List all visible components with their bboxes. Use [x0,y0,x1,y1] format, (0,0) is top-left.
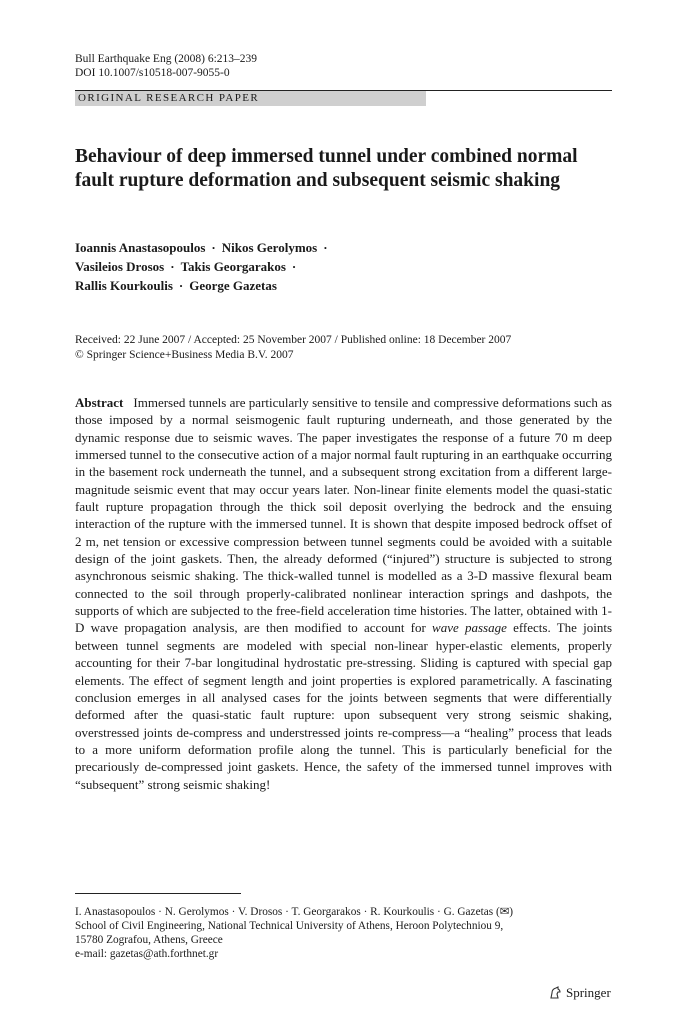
date-history: Received: 22 June 2007 / Accepted: 25 November 2007 / Published online: 18 December 2007 [75,334,512,346]
abstract [75,394,612,793]
article-category: ORIGINAL RESEARCH PAPER [75,91,426,106]
contact-email[interactable]: e-mail: gazetas@ath.forthnet.gr [75,948,219,960]
author-name: Nikos Gerolymos [221,240,318,255]
copyright-notice: © Springer Science+Business Media B.V. 2007 [75,348,294,361]
abstract-text: Immersed tunnels are particularly sensitive to tensile and compressive deformations such as those imposed by a normal seismogenic fault rupturing underneath, and those generated by the dynamic response due to seismic waves. The paper investigates the response of a future 70 m deep immersed tunnel to the consecutive action of a major normal fault rupturing in an earthquake occurring in the basement rock underneath the tunnel, and a subsequent strong excitation from a different large-magnitude seismic event that may occur years later. Non-linear finite elements model the quasi-static fault rupture propagation through the thick soil deposit overlying the bedrock and the ensuing interaction of the rupture with the immersed tunnel. It is shown that despite imposed bedrock offset of 2 m, net tension or excessive compression between tunnel segments could be avoided with a suitable design of the joint gaskets. Then, the already deformed (“injured”) structure is subjected to strong asynchronous seismic shaking. The thick-walled tunnel is modelled as a 3-D massive flexural beam connected to the soil through properly-calibrated nonlinear interaction springs and dashpots, the supports of which are subjected to the free-field acceleration time histories. The latter, obtained with 1-D wave propagation analysis, are then modified to account for [75,395,612,636]
author-name: Ioannis Anastasopoulos [75,240,206,255]
author-name: Takis Georgarakos [180,259,286,274]
affiliation-footnote [75,905,513,961]
publication-dates [75,333,511,362]
footnote-rule [75,893,241,894]
author-separator: · [178,278,184,293]
journal-info [75,52,257,80]
publisher-name: Springer [566,985,611,1000]
journal-citation: Bull Earthquake Eng (2008) 6:213–239 [75,53,258,65]
paper-title: Behaviour of deep immersed tunnel under combined normal fault rupture deformation and subsequent seismic shaking [75,146,578,191]
abstract-label: Abstract [75,395,124,410]
author-list [75,238,595,295]
author-separator: · [170,259,175,274]
journal-doi[interactable]: DOI 10.1007/s10518-007-9055-0 [75,67,230,79]
author-name: George Gazetas [189,278,277,293]
abstract-text: effects. The joints between tunnel segments are modeled with special non-linear hyper-elastic elements, properly accounting for their 7-bar longitudinal hydrostatic pre-stressing. Sliding is captured with special gap elements. The effect of segment length and joint properties is explored parametrically. A fascinating conclusion emerges in all analysed cases for the joints between segments that were differentially deformed after the quasi-static fault rupture: upon subsequent very strong seismic shaking, overstressed joints de-compress and understressed joints re-compress—a “healing” process that leads to a more uniform deformation profile along the tunnel. This is particularly beneficial for the precariously de-compressed joint gaskets. Hence, the safety of the immersed tunnel improves with “subsequent” strong seismic shaking! [75,620,613,792]
affiliation-address: School of Civil Engineering, National Technical University of Athens, Heroon Polytechniou 9, [75,920,504,932]
author-name: Vasileios Drosos [75,259,165,274]
affiliation-names: I. Anastasopoulos · N. Gerolymos · V. Drosos · T. Georgarakos · R. Kourkoulis · G. Gazetas (✉) [75,906,513,918]
springer-horse-icon [548,986,562,1000]
author-name: Rallis Kourkoulis [75,278,173,293]
abstract-emphasis: wave passage [432,620,507,636]
author-separator: · [323,240,328,255]
affiliation-address: 15780 Zografou, Athens, Greece [75,934,223,946]
author-separator: · [291,259,297,274]
author-separator: · [211,240,216,255]
publisher-logo [548,985,611,1001]
